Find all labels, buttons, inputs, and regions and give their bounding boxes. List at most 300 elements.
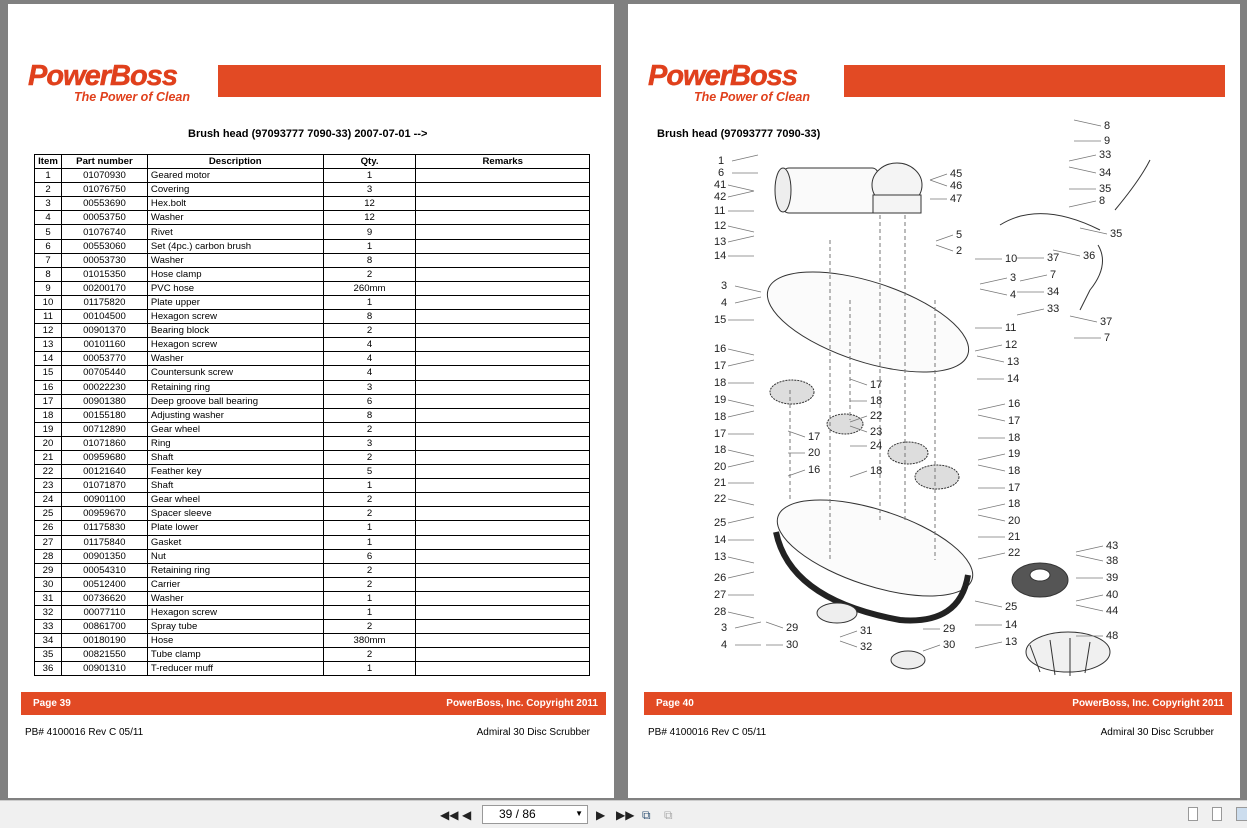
copyright: PowerBoss, Inc. Copyright 2011 [1072, 698, 1224, 709]
description-cell: Hexagon screw [147, 338, 323, 352]
callout-label: 3 [721, 280, 728, 292]
qty-cell: 5 [323, 465, 416, 479]
part-number-cell: 00553060 [61, 239, 147, 253]
part-number-cell: 00155180 [61, 408, 147, 422]
part-number-cell: 00180190 [61, 634, 147, 648]
part-number-cell: 00901310 [61, 662, 147, 676]
qty-cell: 4 [323, 366, 416, 380]
item-cell: 3 [35, 197, 62, 211]
item-cell: 1 [35, 169, 62, 183]
leader-line [728, 557, 754, 563]
part-number-cell: 01175820 [61, 295, 147, 309]
description-cell: Hose [147, 634, 323, 648]
callout-label: 15 [714, 314, 727, 326]
table-row [35, 211, 590, 225]
description-cell: Tube clamp [147, 648, 323, 662]
remarks-cell [416, 507, 590, 521]
leader-line [735, 297, 761, 303]
parts-table [34, 154, 590, 676]
leader-line [840, 631, 857, 637]
qty-cell: 260mm [323, 281, 416, 295]
qty-cell: 12 [323, 211, 416, 225]
callout-label: 47 [950, 193, 963, 205]
remarks-cell [416, 310, 590, 324]
part-number-cell: 00101160 [61, 338, 147, 352]
qty-cell: 1 [323, 662, 416, 676]
qty-cell: 1 [323, 479, 416, 493]
description-cell: Hose clamp [147, 267, 323, 281]
leader-line [728, 400, 754, 406]
qty-cell: 2 [323, 620, 416, 634]
table-row [35, 169, 590, 183]
item-cell: 34 [35, 634, 62, 648]
header-bar [218, 65, 601, 97]
part-number-cell: 00553690 [61, 197, 147, 211]
item-cell: 11 [35, 310, 62, 324]
callout-label: 22 [870, 410, 883, 422]
qty-cell: 380mm [323, 634, 416, 648]
leader-line [975, 345, 1002, 351]
item-cell: 16 [35, 380, 62, 394]
leader-line [728, 349, 754, 355]
callout-label: 45 [950, 168, 963, 180]
qty-cell: 2 [323, 577, 416, 591]
plate-lower [766, 480, 984, 615]
callout-label: 29 [786, 622, 799, 634]
item-cell: 27 [35, 535, 62, 549]
part-number-cell: 00736620 [61, 591, 147, 605]
table-row [35, 648, 590, 662]
callout-label: 20 [714, 461, 727, 473]
callout-label: 48 [1106, 630, 1119, 642]
geared-motor [783, 168, 878, 213]
callout-label: 8 [1099, 195, 1106, 207]
qty-cell: 1 [323, 169, 416, 183]
leader-line [1069, 201, 1096, 207]
qty-cell: 6 [323, 549, 416, 563]
item-cell: 9 [35, 281, 62, 295]
callout-label: 8 [1104, 120, 1111, 132]
description-cell: Deep groove ball bearing [147, 394, 323, 408]
remarks-cell [416, 408, 590, 422]
qty-cell: 1 [323, 239, 416, 253]
callout-label: 34 [1099, 167, 1112, 179]
callout-label: 35 [1099, 183, 1112, 195]
leader-line [980, 278, 1007, 284]
remarks-cell [416, 563, 590, 577]
callout-label: 3 [1010, 272, 1017, 284]
remarks-cell [416, 549, 590, 563]
table-row [35, 591, 590, 605]
qty-cell: 2 [323, 563, 416, 577]
callout-label: 16 [714, 343, 727, 355]
callout-label: 26 [714, 572, 727, 584]
description-cell: PVC hose [147, 281, 323, 295]
leader-line [978, 415, 1005, 421]
item-cell: 33 [35, 620, 62, 634]
remarks-cell [416, 197, 590, 211]
remarks-cell [416, 267, 590, 281]
item-cell: 21 [35, 450, 62, 464]
item-cell: 6 [35, 239, 62, 253]
continuous-view-icon[interactable] [1212, 807, 1222, 821]
table-row [35, 366, 590, 380]
qty-cell: 2 [323, 267, 416, 281]
callout-label: 22 [714, 493, 727, 505]
description-cell: Washer [147, 591, 323, 605]
footer-bar [644, 692, 1232, 715]
part-number-cell: 00821550 [61, 648, 147, 662]
page-number-select[interactable] [482, 805, 588, 824]
table-row [35, 549, 590, 563]
leader-line [975, 601, 1002, 607]
callout-label: 33 [1047, 303, 1060, 315]
leader-line [728, 191, 754, 197]
remarks-cell [416, 521, 590, 535]
part-number-cell: 00054310 [61, 563, 147, 577]
leader-line [728, 185, 754, 191]
model-name: Admiral 30 Disc Scrubber [476, 727, 590, 738]
single-page-view-icon[interactable] [1188, 807, 1198, 821]
callout-label: 7 [1104, 332, 1111, 344]
table-row [35, 253, 590, 267]
column-header: Item [35, 155, 62, 169]
item-cell: 23 [35, 479, 62, 493]
description-cell: Plate lower [147, 521, 323, 535]
item-cell: 10 [35, 295, 62, 309]
remarks-cell [416, 239, 590, 253]
callout-label: 19 [714, 394, 727, 406]
callout-label: 13 [1005, 636, 1018, 648]
part-number-cell: 00512400 [61, 577, 147, 591]
leader-line [728, 517, 754, 523]
callout-label: 13 [714, 236, 727, 248]
qty-cell: 4 [323, 352, 416, 366]
leader-line [980, 289, 1007, 295]
description-cell: Shaft [147, 450, 323, 464]
callout-label: 33 [1099, 149, 1112, 161]
part-number-cell: 01015350 [61, 267, 147, 281]
leader-line [977, 356, 1004, 362]
leader-line [1074, 120, 1101, 126]
table-row [35, 225, 590, 239]
two-page-view-icon[interactable] [1236, 807, 1247, 821]
item-cell: 25 [35, 507, 62, 521]
callout-label: 22 [1008, 547, 1021, 559]
callout-label: 11 [714, 205, 726, 217]
table-row [35, 239, 590, 253]
remarks-cell [416, 281, 590, 295]
table-row [35, 662, 590, 676]
remarks-cell [416, 183, 590, 197]
callout-label: 13 [1007, 356, 1020, 368]
remarks-cell [416, 634, 590, 648]
doc-id: PB# 4100016 Rev C 05/11 [25, 727, 144, 738]
leader-line [923, 645, 940, 651]
part-number-cell: 01070930 [61, 169, 147, 183]
description-cell: Spacer sleeve [147, 507, 323, 521]
item-cell: 28 [35, 549, 62, 563]
remarks-cell [416, 436, 590, 450]
part-number-cell: 00200170 [61, 281, 147, 295]
description-cell: Rivet [147, 225, 323, 239]
table-row [35, 479, 590, 493]
callout-label: 4 [721, 639, 728, 651]
item-cell: 32 [35, 606, 62, 620]
qty-cell: 4 [323, 338, 416, 352]
remarks-cell [416, 620, 590, 634]
leader-line [1017, 309, 1044, 315]
leader-line [930, 180, 947, 186]
callout-label: 14 [1007, 373, 1020, 385]
plate-upper [756, 252, 980, 393]
last-page-button[interactable]: ▶▶ [616, 808, 635, 822]
callout-label: 39 [1106, 572, 1119, 584]
part-number-cell: 01071870 [61, 479, 147, 493]
part-number-cell: 00901380 [61, 394, 147, 408]
remarks-cell [416, 577, 590, 591]
leader-line [978, 515, 1005, 521]
previous-page-button[interactable]: ◀ [462, 808, 472, 822]
item-cell: 19 [35, 422, 62, 436]
leader-line [766, 622, 783, 628]
callout-label: 36 [1083, 250, 1096, 262]
remarks-cell [416, 479, 590, 493]
callout-label: 18 [870, 395, 883, 407]
callout-label: 12 [1005, 339, 1018, 351]
callout-label: 7 [1050, 269, 1057, 281]
leader-line [732, 155, 758, 161]
callout-label: 13 [714, 551, 727, 563]
part-number-cell: 01175830 [61, 521, 147, 535]
copy-page-icon[interactable]: ⧉ [642, 808, 651, 822]
item-cell: 35 [35, 648, 62, 662]
qty-cell: 2 [323, 648, 416, 662]
leader-line [1020, 275, 1047, 281]
remarks-cell [416, 493, 590, 507]
item-cell: 18 [35, 408, 62, 422]
leader-line [978, 404, 1005, 410]
qty-cell: 1 [323, 606, 416, 620]
callout-label: 18 [714, 411, 727, 423]
part-number-cell: 01076750 [61, 183, 147, 197]
callout-label: 17 [714, 360, 727, 372]
remarks-cell [416, 253, 590, 267]
leader-line [975, 642, 1002, 648]
table-row [35, 535, 590, 549]
brand-tagline: The Power of Clean [74, 90, 190, 104]
leader-line [728, 461, 754, 467]
column-header: Qty. [323, 155, 416, 169]
doc-id: PB# 4100016 Rev C 05/11 [648, 727, 767, 738]
qty-cell: 9 [323, 225, 416, 239]
description-cell: Hexagon screw [147, 310, 323, 324]
remarks-cell [416, 465, 590, 479]
leader-line [1076, 546, 1103, 552]
remarks-cell [416, 591, 590, 605]
item-cell: 12 [35, 324, 62, 338]
description-cell: Gasket [147, 535, 323, 549]
description-cell: Washer [147, 352, 323, 366]
part-number-cell: 00705440 [61, 366, 147, 380]
remarks-cell [416, 225, 590, 239]
callout-label: 27 [714, 589, 727, 601]
description-cell: Countersunk screw [147, 366, 323, 380]
callout-label: 12 [714, 220, 727, 232]
part-number-cell: 00121640 [61, 465, 147, 479]
qty-cell: 12 [323, 197, 416, 211]
table-row [35, 197, 590, 211]
part-number-cell: 00053730 [61, 253, 147, 267]
callout-label: 1 [718, 155, 725, 167]
callout-label: 43 [1106, 540, 1119, 552]
brand-name: PowerBoss [28, 60, 177, 92]
next-page-button[interactable]: ▶ [596, 808, 606, 822]
footer-bar [21, 692, 606, 715]
qty-cell: 2 [323, 450, 416, 464]
footer [648, 727, 1214, 738]
callout-label: 23 [870, 426, 883, 438]
remarks-cell [416, 211, 590, 225]
qty-cell: 8 [323, 408, 416, 422]
part-number-cell: 00022230 [61, 380, 147, 394]
table-row [35, 310, 590, 324]
callout-label: 37 [1047, 252, 1060, 264]
column-header: Description [147, 155, 323, 169]
copyright: PowerBoss, Inc. Copyright 2011 [446, 698, 598, 709]
section-title: Brush head (97093777 7090-33) 2007-07-01 --> [188, 128, 428, 140]
remarks-cell [416, 380, 590, 394]
callout-label: 46 [950, 180, 963, 192]
item-cell: 20 [35, 436, 62, 450]
callout-label: 14 [1005, 619, 1018, 631]
description-cell: Ring [147, 436, 323, 450]
leader-line [978, 465, 1005, 471]
callout-label: 17 [714, 428, 727, 440]
leader-line [936, 235, 953, 241]
item-cell: 29 [35, 563, 62, 577]
leader-line [1076, 605, 1103, 611]
table-row [35, 521, 590, 535]
callout-label: 34 [1047, 286, 1060, 298]
item-cell: 15 [35, 366, 62, 380]
description-cell: Washer [147, 211, 323, 225]
remarks-cell [416, 606, 590, 620]
table-row [35, 563, 590, 577]
item-cell: 31 [35, 591, 62, 605]
qty-cell: 8 [323, 253, 416, 267]
remarks-cell [416, 295, 590, 309]
column-header: Part number [61, 155, 147, 169]
table-row [35, 620, 590, 634]
leader-line [728, 236, 754, 242]
callout-label: 16 [1008, 398, 1021, 410]
callout-label: 24 [870, 440, 883, 452]
remarks-cell [416, 169, 590, 183]
callout-label: 25 [1005, 601, 1018, 613]
leader-line [728, 226, 754, 232]
callout-label: 21 [714, 477, 727, 489]
description-cell: Geared motor [147, 169, 323, 183]
column-header: Remarks [416, 155, 590, 169]
qty-cell: 3 [323, 380, 416, 394]
leader-line [788, 431, 805, 437]
callout-label: 28 [714, 606, 727, 618]
part-number-cell: 01071860 [61, 436, 147, 450]
table-row [35, 352, 590, 366]
callout-label: 10 [1005, 253, 1018, 265]
description-cell: Hex.bolt [147, 197, 323, 211]
part-number-cell: 00901100 [61, 493, 147, 507]
description-cell: Retaining ring [147, 563, 323, 577]
item-cell: 5 [35, 225, 62, 239]
item-cell: 13 [35, 338, 62, 352]
callout-label: 17 [870, 379, 883, 391]
callout-label: 17 [1008, 482, 1021, 494]
qty-cell: 2 [323, 324, 416, 338]
callout-label: 30 [943, 639, 956, 651]
leader-line [728, 499, 754, 505]
leader-line [1070, 316, 1097, 322]
leader-line [728, 450, 754, 456]
table-row [35, 281, 590, 295]
item-cell: 17 [35, 394, 62, 408]
qty-cell: 2 [323, 422, 416, 436]
powerboss-logo [28, 60, 190, 104]
callout-label: 37 [1100, 316, 1113, 328]
callout-label: 17 [1008, 415, 1021, 427]
paste-page-icon[interactable]: ⧉ [664, 808, 673, 822]
description-cell: Covering [147, 183, 323, 197]
description-cell: Shaft [147, 479, 323, 493]
remarks-cell [416, 648, 590, 662]
part-number-cell: 00959670 [61, 507, 147, 521]
callout-label: 6 [718, 167, 725, 179]
leader-line [1076, 555, 1103, 561]
leader-line [1069, 167, 1096, 173]
leader-line [850, 471, 867, 477]
callout-label: 9 [1104, 135, 1111, 147]
leader-line [936, 245, 953, 251]
table-row [35, 422, 590, 436]
part-number-cell: 01076740 [61, 225, 147, 239]
part-number-cell: 01175840 [61, 535, 147, 549]
brand-name: PowerBoss [648, 60, 797, 92]
leader-line [840, 641, 857, 647]
callout-label: 18 [1008, 465, 1021, 477]
description-cell: Retaining ring [147, 380, 323, 394]
part-number-cell: 00959680 [61, 450, 147, 464]
callout-label: 35 [1110, 228, 1123, 240]
brand-tagline: The Power of Clean [694, 90, 810, 104]
remarks-cell [416, 324, 590, 338]
leader-line [735, 622, 761, 628]
callout-label: 32 [860, 641, 873, 653]
table-row [35, 577, 590, 591]
model-name: Admiral 30 Disc Scrubber [1100, 727, 1214, 738]
callout-label: 2 [956, 245, 963, 257]
callout-label: 18 [714, 444, 727, 456]
first-page-button[interactable]: ◀◀ [440, 808, 459, 822]
callout-label: 3 [721, 622, 728, 634]
remarks-cell [416, 535, 590, 549]
callout-label: 11 [1005, 322, 1017, 334]
item-cell: 7 [35, 253, 62, 267]
remarks-cell [416, 366, 590, 380]
remarks-cell [416, 422, 590, 436]
part-number-cell: 00901370 [61, 324, 147, 338]
qty-cell: 8 [323, 310, 416, 324]
